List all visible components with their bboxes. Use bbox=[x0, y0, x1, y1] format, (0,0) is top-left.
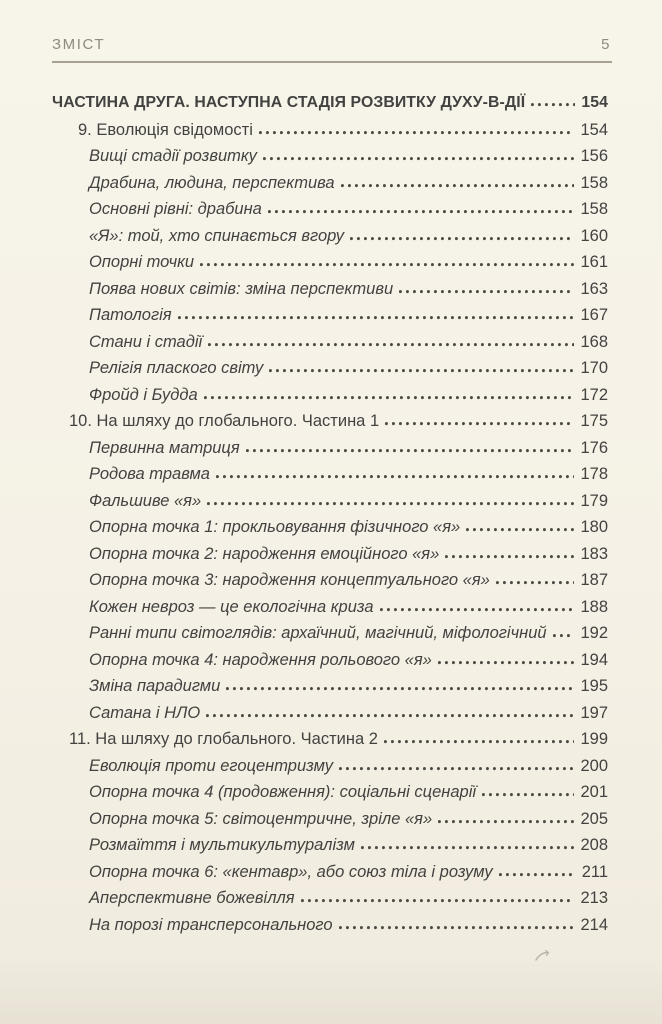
toc-entry-label: На порозі трансперсонального bbox=[89, 915, 333, 934]
toc-entry-page: 180 bbox=[580, 518, 608, 536]
dot-leader bbox=[268, 209, 575, 214]
dot-leader bbox=[385, 421, 574, 426]
toc-entry bbox=[52, 726, 608, 753]
toc-entry bbox=[52, 382, 608, 409]
toc-entry bbox=[52, 620, 608, 647]
dot-leader bbox=[339, 925, 575, 930]
toc-entry-label: Патологія bbox=[89, 306, 172, 324]
dot-leader bbox=[384, 739, 575, 744]
toc-entry bbox=[52, 329, 608, 356]
toc-entry-label: Опорна точка 2: народження емоційного «я» bbox=[89, 544, 440, 563]
toc-entry bbox=[52, 196, 608, 223]
toc-entry-page: 183 bbox=[580, 544, 608, 563]
toc-entry bbox=[52, 143, 608, 170]
toc-entry-label: Опорна точка 1: прокльовування фізичного «я» bbox=[89, 518, 461, 536]
dot-leader bbox=[216, 474, 575, 479]
dot-leader bbox=[259, 130, 575, 135]
toc-entry-page: 194 bbox=[580, 650, 608, 669]
toc-entry-label: Зміна парадигми bbox=[89, 677, 221, 695]
running-title: ЗМІСТ bbox=[52, 36, 106, 53]
dot-leader bbox=[496, 580, 575, 585]
toc-entry bbox=[52, 117, 608, 144]
toc-entry bbox=[52, 779, 608, 806]
toc-entry-page: 199 bbox=[580, 730, 608, 748]
toc-entry-page: 201 bbox=[580, 783, 608, 801]
dot-leader bbox=[263, 156, 575, 161]
toc-entry bbox=[52, 912, 608, 939]
toc-entry bbox=[52, 806, 608, 833]
toc-entry bbox=[52, 276, 608, 303]
toc-entry-page: 163 bbox=[580, 279, 608, 298]
toc-entry bbox=[52, 488, 608, 515]
toc-entry-label: 9. Еволюція свідомості bbox=[78, 120, 253, 139]
toc-entry-label: Опорні точки bbox=[89, 253, 195, 271]
dot-leader bbox=[531, 102, 575, 107]
toc-entry bbox=[52, 567, 608, 594]
dot-leader bbox=[207, 501, 574, 506]
toc-entry-page: 175 bbox=[580, 412, 608, 430]
toc-entry-label: Первинна матриця bbox=[89, 438, 240, 457]
dot-leader bbox=[380, 607, 575, 612]
toc-entry bbox=[52, 90, 608, 117]
toc-entry-label: Еволюція проти егоцентризму bbox=[89, 756, 333, 775]
dot-leader bbox=[350, 236, 574, 241]
dot-leader bbox=[178, 315, 575, 320]
dot-leader bbox=[206, 713, 574, 718]
toc-entry bbox=[52, 223, 608, 250]
toc-entry bbox=[52, 355, 608, 382]
toc-entry bbox=[52, 514, 608, 541]
dot-leader bbox=[499, 872, 576, 877]
scan-mark bbox=[534, 948, 552, 962]
toc-entry-page: 167 bbox=[580, 306, 608, 324]
toc-entry bbox=[52, 302, 608, 329]
toc-entry bbox=[52, 249, 608, 276]
page-header bbox=[52, 0, 612, 63]
toc-entry-label: Аперспективне божевілля bbox=[89, 889, 295, 907]
toc-entry-page: 192 bbox=[580, 624, 608, 642]
toc-entry-page: 158 bbox=[580, 200, 608, 218]
dot-leader bbox=[361, 845, 575, 850]
toc-entry-page: 154 bbox=[581, 94, 608, 111]
toc-entry-label: Родова травма bbox=[89, 465, 210, 483]
toc-entry bbox=[52, 673, 608, 700]
toc-entry-label: Сатана і НЛО bbox=[89, 703, 201, 722]
dot-leader bbox=[399, 289, 574, 294]
page-number: 5 bbox=[601, 36, 610, 53]
dot-leader bbox=[341, 183, 575, 188]
toc-entry-page: 160 bbox=[580, 226, 608, 245]
toc-entry-page: 154 bbox=[580, 120, 608, 139]
toc-entry bbox=[52, 408, 608, 435]
toc-entry-page: 200 bbox=[580, 756, 608, 775]
toc-entry-page: 197 bbox=[580, 703, 608, 722]
dot-leader bbox=[466, 527, 574, 532]
toc-entry-label: Фройд і Будда bbox=[89, 385, 198, 404]
toc-entry-page: 176 bbox=[580, 438, 608, 457]
toc-entry-page: 156 bbox=[580, 147, 608, 165]
toc-entry-page: 161 bbox=[580, 253, 608, 271]
dot-leader bbox=[438, 819, 574, 824]
dot-leader bbox=[208, 342, 574, 347]
toc-entry-label: Стани і стадії bbox=[89, 332, 203, 351]
toc-entry-label: Опорна точка 4: народження рольового «я» bbox=[89, 650, 432, 669]
toc-entry-label: 11. На шляху до глобального. Частина 2 bbox=[69, 730, 378, 748]
dot-leader bbox=[246, 448, 575, 453]
toc-entry-page: 168 bbox=[580, 332, 608, 351]
toc-entry-label: Драбина, людина, перспектива bbox=[89, 173, 335, 192]
dot-leader bbox=[200, 262, 574, 267]
toc-entry bbox=[52, 700, 608, 727]
toc-entry bbox=[52, 859, 608, 886]
dot-leader bbox=[482, 792, 574, 797]
toc-entry-label: Фальшиве «я» bbox=[89, 491, 202, 510]
toc-entry-page: 178 bbox=[580, 465, 608, 483]
toc-entry-label: «Я»: той, хто спинається вгору bbox=[89, 226, 345, 245]
dot-leader bbox=[553, 633, 575, 638]
toc-entry bbox=[52, 647, 608, 674]
toc-entry-label: ЧАСТИНА ДРУГА. НАСТУПНА СТАДІЯ РОЗВИТКУ ДУХУ-В-ДІЇ bbox=[52, 94, 526, 111]
toc-entry-page: 205 bbox=[580, 809, 608, 828]
toc-entry-label: 10. На шляху до глобального. Частина 1 bbox=[69, 412, 380, 430]
toc-entry bbox=[52, 753, 608, 780]
toc-entry bbox=[52, 594, 608, 621]
toc-entry bbox=[52, 461, 608, 488]
toc-entry bbox=[52, 885, 608, 912]
toc-entry-page: 179 bbox=[580, 491, 608, 510]
toc-entry bbox=[52, 541, 608, 568]
toc-entry-label: Опорна точка 6: «кентавр», або союз тіла і розуму bbox=[89, 862, 493, 881]
toc-entry-page: 211 bbox=[581, 862, 608, 881]
toc-entry-label: Опорна точка 4 (продовження): соціальні сценарії bbox=[89, 783, 477, 801]
toc-entry-page: 187 bbox=[580, 571, 608, 589]
dot-leader bbox=[204, 395, 575, 400]
dot-leader bbox=[339, 766, 574, 771]
toc-entry bbox=[52, 435, 608, 462]
dot-leader bbox=[269, 368, 574, 373]
toc-entry-page: 158 bbox=[580, 173, 608, 192]
dot-leader bbox=[226, 686, 574, 691]
toc-entry-label: Опорна точка 3: народження концептуального «я» bbox=[89, 571, 490, 589]
toc-entry-page: 170 bbox=[580, 359, 608, 377]
toc-entry-label: Поява нових світів: зміна перспективи bbox=[89, 279, 394, 298]
toc-entry-page: 208 bbox=[580, 836, 608, 854]
toc-entry-page: 214 bbox=[580, 915, 608, 934]
dot-leader bbox=[301, 898, 575, 903]
toc-entry-page: 188 bbox=[580, 597, 608, 616]
toc-entry bbox=[52, 832, 608, 859]
toc-entry-page: 172 bbox=[580, 385, 608, 404]
toc-entry-label: Кожен невроз — це екологічна криза bbox=[89, 597, 374, 616]
toc-entry-label: Релігія плаского світу bbox=[89, 359, 264, 377]
toc-entry-page: 213 bbox=[580, 889, 608, 907]
toc-entry-label: Вищі стадії розвитку bbox=[89, 147, 257, 165]
toc-entry-label: Основні рівні: драбина bbox=[89, 200, 262, 218]
table-of-contents bbox=[52, 90, 608, 938]
toc-entry-label: Опорна точка 5: світоцентричне, зріле «я» bbox=[89, 809, 433, 828]
toc-entry bbox=[52, 170, 608, 197]
dot-leader bbox=[438, 660, 575, 665]
toc-entry-page: 195 bbox=[580, 677, 608, 695]
dot-leader bbox=[445, 554, 574, 559]
toc-entry-label: Розмаїття і мультикультуралізм bbox=[89, 836, 355, 854]
toc-entry-label: Ранні типи світоглядів: архаїчний, магічний, міфологічний bbox=[89, 624, 547, 642]
